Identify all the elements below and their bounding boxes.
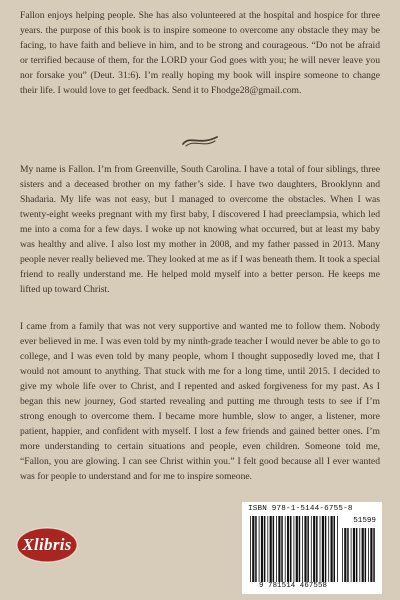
barcode-bar bbox=[362, 528, 364, 582]
barcode-bar bbox=[313, 516, 315, 582]
barcode-bar bbox=[342, 528, 343, 582]
barcode-bar bbox=[261, 516, 263, 582]
barcode-bar bbox=[365, 528, 367, 582]
barcode-bar bbox=[322, 516, 324, 582]
barcode-bar bbox=[368, 528, 369, 582]
barcode-bar bbox=[255, 516, 257, 582]
barcode-bar bbox=[311, 516, 312, 582]
barcode-bar bbox=[302, 516, 303, 582]
barcode-block bbox=[242, 502, 382, 594]
price-addon-barcode-icon bbox=[342, 528, 376, 582]
isbn-label: ISBN 978-1-5144-6755-8 bbox=[248, 505, 353, 513]
barcode-bar bbox=[359, 528, 360, 582]
barcode-bar bbox=[264, 516, 266, 582]
barcode-bar bbox=[267, 516, 268, 582]
barcode-bar bbox=[337, 516, 338, 582]
barcode-bar bbox=[250, 516, 251, 582]
barcode-bar bbox=[299, 516, 301, 582]
barcode-bar bbox=[294, 516, 295, 582]
barcode-bar bbox=[281, 516, 283, 582]
barcode-bar bbox=[370, 528, 372, 582]
barcode-bar bbox=[270, 516, 272, 582]
price-code: 51599 bbox=[353, 517, 376, 525]
barcode-bar bbox=[307, 516, 309, 582]
barcode-bar bbox=[331, 516, 333, 582]
barcode-bar bbox=[285, 516, 286, 582]
barcode-bar bbox=[356, 528, 358, 582]
barcode-bar bbox=[252, 516, 254, 582]
barcode-icon bbox=[250, 516, 340, 582]
xlibris-logo bbox=[15, 525, 79, 565]
barcode-bar bbox=[347, 528, 349, 582]
story-paragraph-1: My name is Fallon. I’m from Greenville, South Carolina. I have a total of four siblings, three sisters and a deceased brother on my father’s side. I have two daughters, Brooklynn and Shadaria. My life was not easy, but I managed to overcome the obstacles. When I was twenty-eight weeks pregnant with my first baby, I discovered I had preeclampsia, which led me into a coma for a few days. I woke up not knowing what occurred, but at least my baby was healthy and alive. I also lost my mother in 2008, and my father passed in 2013. Many people never really believed me. They looked at me as if I was beneath them. It took a special friend to really understand me. He helped mold myself into a better person. He keeps me lifted up toward Christ. bbox=[20, 164, 380, 295]
publisher-name: Xlibris bbox=[22, 535, 72, 554]
barcode-bar bbox=[316, 516, 318, 582]
intro-paragraph: Fallon enjoys helping people. She has also volunteered at the hospital and hospice for three years. the purpose of this book is to inspire someone to overcome any obstacle they may be facing, to have faith and believe in him, and to be strong and courageous. “Do not be afraid or terrified because of them, for the LORD your God goes with you; he will never leave you nor forsake you” (Deut. 31:6). I’m really hoping my book will inspire someone to change their life. I would love to get feedback. Send it to Fhodge28@gmail.com. bbox=[20, 10, 380, 96]
barcode-bar bbox=[353, 528, 355, 582]
barcode-number: 9 781514 467558 bbox=[258, 582, 328, 590]
story-paragraph-2: I came from a family that was not very supportive and wanted me to follow them. Nobody ever believed in me. I was even told by my ninth-grade teacher I would never be able to go to college, and I was even told by many people, whom I thought supposedly loved me, that I would not amount to anything. That stuck with me for a long time, until 2015. I decided to give my whole life over to Christ, and I repented and asked forgiveness for my past. As I began this new journey, God started revealing and putting me through tests to see if I’m strong enough to overcome them. I became more humble, slow to anger, a listener, more patient, happier, and confident with myself. I lost a few friends and gained better ones. I’m more understanding to certain situations and people, even children. Someone told me, “Fallon, you are glowing. I can see Christ within you.” I felt good because all I ever wanted was for people to understand and for me to inspire someone. bbox=[20, 321, 380, 482]
barcode-bar bbox=[276, 516, 277, 582]
barcode-bar bbox=[325, 516, 327, 582]
barcode-bar bbox=[334, 516, 336, 582]
barcode-bar bbox=[296, 516, 298, 582]
barcode-bar bbox=[290, 516, 292, 582]
swash-ornament-icon bbox=[0, 131, 400, 151]
barcode-bar bbox=[328, 516, 329, 582]
barcode-bar bbox=[344, 528, 346, 582]
barcode-bar bbox=[320, 516, 321, 582]
barcode-bar bbox=[287, 516, 289, 582]
barcode-bar bbox=[351, 528, 352, 582]
barcode-bar bbox=[273, 516, 275, 582]
barcode-bar bbox=[278, 516, 280, 582]
barcode-bar bbox=[304, 516, 306, 582]
barcode-bar bbox=[259, 516, 260, 582]
barcode-bar bbox=[373, 528, 375, 582]
